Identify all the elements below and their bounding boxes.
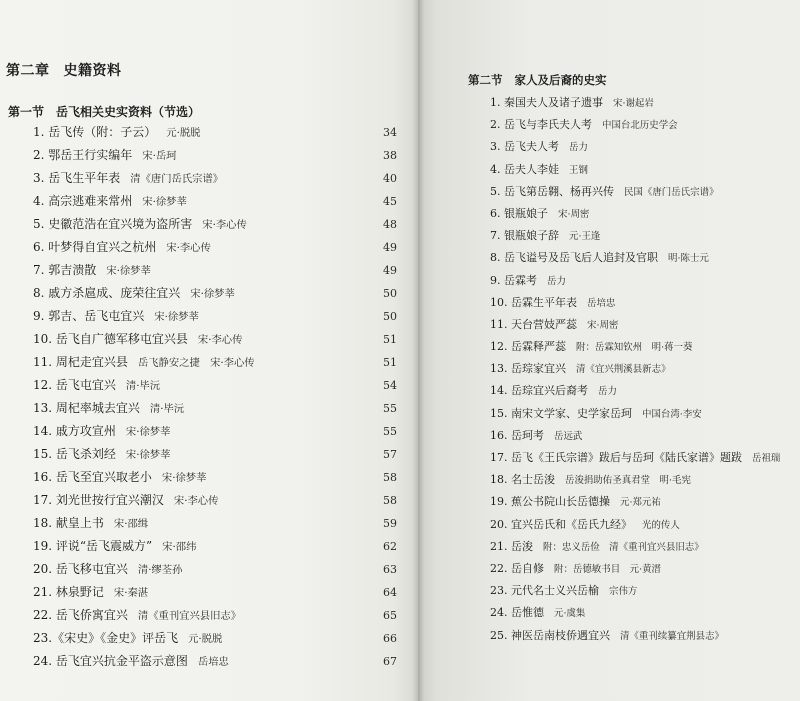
toc-entry [490, 159, 790, 181]
entry-author: 宋·李心传 [166, 242, 211, 254]
entry-page-number: 65 [383, 609, 397, 622]
toc-entry [33, 305, 403, 328]
toc-entry [490, 447, 790, 469]
entry-title: 20. 岳飞移屯宜兴 [33, 562, 128, 576]
entry-title: 12. 岳飞屯宜兴 [33, 378, 116, 392]
entry-author: 附：岳德敏书目 元·黄溍 [554, 563, 661, 575]
right-toc-list [490, 92, 790, 647]
entry-author: 宋·徐梦莘 [125, 426, 171, 438]
toc-entry [33, 397, 403, 420]
entry-title: 23.《宋史》《金史》评岳飞 [33, 631, 179, 645]
entry-title: 8. 岳飞谥号及岳飞后人追封及官职 [490, 251, 658, 265]
entry-title: 6. 银瓶娘子 [490, 206, 548, 220]
entry-author: 元·王逢 [569, 231, 601, 243]
entry-author: 岳培忠 [197, 656, 229, 668]
entry-author: 附：岳霖知钦州 明·蒋一葵 [576, 342, 693, 354]
entry-author: 清《宜兴荆溪县新志》 [576, 364, 671, 376]
entry-author: 宗伟方 [609, 586, 638, 598]
toc-entry [33, 489, 403, 512]
entry-author: 清·毕沅 [149, 403, 185, 415]
entry-title: 21. 岳浚 [490, 539, 533, 553]
entry-author: 清《重刊宜兴县旧志》 [137, 610, 242, 622]
entry-author: 明·陈士元 [668, 253, 709, 265]
entry-title: 7. 郭吉溃散 [33, 263, 97, 277]
entry-title: 21. 林泉野记 [33, 585, 104, 599]
entry-title: 12. 岳霖释严蕊 [490, 340, 566, 354]
entry-title: 10. 岳霖生平年表 [490, 295, 577, 309]
toc-entry [490, 536, 790, 558]
entry-title: 4. 岳夫人李娃 [490, 162, 559, 176]
entry-author: 附：忠义岳俭 清《重刊宜兴县旧志》 [543, 541, 704, 553]
entry-title: 19. 评说“岳飞震威方” [33, 539, 153, 553]
entry-author: 宋·谢起岩 [613, 98, 654, 109]
entry-title: 24. 岳惟德 [490, 606, 544, 620]
toc-entry [33, 535, 403, 558]
chapter-number: 第二章 [6, 63, 50, 79]
entry-page-number: 58 [383, 471, 397, 484]
entry-author: 宋·徐梦莘 [161, 472, 207, 484]
entry-author: 岳培忠 [587, 297, 616, 309]
entry-title: 8. 戚方杀扈成、庞荣往宜兴 [33, 286, 181, 300]
entry-title: 25. 神医岳南枝侨遇宜兴 [490, 628, 610, 642]
entry-author: 清《重刊续纂宜荆县志》 [620, 630, 724, 642]
entry-title: 23. 元代名士义兴岳榆 [490, 584, 599, 598]
toc-entry [33, 558, 403, 581]
toc-entry [490, 92, 790, 114]
toc-entry [33, 282, 403, 305]
entry-author: 宋·李心传 [202, 219, 247, 231]
entry-title: 6. 叶梦得自宜兴之杭州 [33, 240, 157, 254]
entry-author: 宋·邵缉 [113, 518, 149, 530]
right-section-name: 家人及后裔的史实 [514, 73, 607, 87]
entry-page-number: 54 [383, 379, 397, 392]
entry-title: 1. 岳飞传（附：子云） [33, 125, 157, 139]
toc-entry [490, 314, 790, 336]
entry-author: 清《唐门岳氏宗谱》 [130, 173, 224, 185]
toc-entry [490, 602, 790, 624]
entry-title: 19. 蕉公书院山长岳德操 [490, 495, 610, 509]
entry-author: 宋·徐梦莘 [190, 288, 235, 300]
toc-entry [490, 491, 790, 513]
left-section-title [8, 103, 200, 120]
entry-page-number: 48 [383, 218, 397, 231]
toc-entry [490, 469, 790, 491]
toc-entry [490, 247, 790, 269]
entry-author: 光的传人 [642, 519, 680, 531]
entry-page-number: 38 [383, 149, 397, 162]
entry-author: 宋·李心传 [197, 334, 243, 346]
toc-entry [33, 167, 403, 190]
toc-entry [33, 581, 403, 604]
toc-entry [33, 650, 403, 673]
toc-entry [33, 121, 403, 144]
entry-title: 18. 献皇上书 [33, 516, 104, 530]
entry-title: 16. 岳飞至宜兴取老小 [33, 470, 152, 484]
toc-entry [33, 259, 403, 282]
toc-entry [33, 190, 403, 213]
toc-entry [33, 144, 403, 167]
entry-page-number: 45 [383, 195, 397, 208]
toc-entry [33, 328, 403, 351]
right-section-number: 第二节 [468, 73, 503, 87]
entry-author: 岳祖瑞 [752, 453, 781, 464]
toc-entry [490, 292, 790, 314]
toc-entry [490, 181, 790, 203]
entry-author: 岳力 [569, 142, 588, 154]
toc-entry [490, 380, 790, 402]
entry-title: 9. 岳霖考 [490, 273, 537, 287]
entry-title: 22. 岳飞侨寓宜兴 [33, 608, 128, 622]
entry-title: 2. 鄂岳王行实编年 [33, 148, 133, 162]
entry-page-number: 59 [383, 517, 397, 530]
entry-author: 岳力 [598, 386, 617, 398]
entry-title: 15. 南宋文学家、史学家岳珂 [490, 406, 632, 420]
right-section-title [468, 72, 607, 88]
entry-author: 民国《唐门岳氏宗谱》 [624, 186, 719, 198]
toc-entry [33, 466, 403, 489]
entry-author: 王钢 [569, 164, 588, 176]
entry-title: 3. 岳飞夫人考 [490, 140, 559, 154]
entry-title: 5. 岳飞第岳翱、杨再兴传 [490, 184, 614, 198]
left-section-name: 岳飞相关史实资料（节选） [56, 105, 201, 119]
toc-entry [33, 512, 403, 535]
toc-entry [490, 358, 790, 380]
toc-entry [33, 374, 403, 397]
entry-page-number: 49 [383, 241, 397, 254]
left-toc-list [33, 121, 403, 673]
entry-page-number: 49 [383, 264, 397, 277]
toc-entry [33, 213, 403, 236]
entry-author: 元·脱脱 [188, 633, 223, 645]
toc-entry [33, 604, 403, 627]
entry-title: 5. 史徽范浩在宜兴境为盗所害 [33, 217, 193, 231]
toc-entry [490, 403, 790, 425]
toc-entry [490, 514, 790, 536]
entry-page-number: 50 [383, 310, 397, 323]
entry-title: 17. 岳飞《王氏宗谱》跋后与岳珂《陆氏家谱》题跋 [490, 451, 742, 464]
entry-author: 岳远武 [554, 430, 583, 442]
toc-entry [33, 351, 403, 374]
entry-page-number: 62 [383, 540, 397, 553]
entry-page-number: 67 [383, 655, 397, 668]
entry-author: 宋·徐梦莘 [106, 265, 151, 277]
entry-page-number: 55 [383, 425, 397, 438]
entry-author: 清·毕沅 [125, 380, 161, 392]
entry-author: 元·郑元祐 [620, 497, 661, 509]
toc-entry [33, 420, 403, 443]
toc-entry [490, 425, 790, 447]
entry-title: 16. 岳珂考 [490, 428, 544, 442]
entry-page-number: 51 [383, 333, 397, 346]
entry-page-number: 50 [383, 287, 397, 300]
toc-entry [490, 270, 790, 292]
entry-page-number: 58 [383, 494, 397, 507]
entry-title: 13. 周杞率城去宜兴 [33, 401, 140, 415]
toc-entry [490, 114, 790, 136]
chapter-name: 史籍资料 [63, 63, 122, 79]
toc-entry [490, 580, 790, 602]
entry-title: 13. 岳琮家宜兴 [490, 362, 566, 376]
entry-author: 宋·徐梦莘 [142, 196, 187, 208]
entry-author: 宋·岳珂 [142, 150, 177, 162]
book-gutter [412, 0, 424, 701]
toc-entry [33, 627, 403, 650]
toc-entry [490, 136, 790, 158]
entry-page-number: 57 [383, 448, 397, 461]
toc-entry [33, 443, 403, 466]
entry-title: 18. 名士岳浚 [490, 473, 555, 487]
entry-author: 岳浚捐助佑圣真君堂 明·毛宪 [565, 475, 691, 487]
entry-page-number: 66 [383, 632, 397, 645]
toc-entry [490, 558, 790, 580]
toc-entry [490, 225, 790, 247]
entry-page-number: 34 [383, 126, 397, 139]
entry-title: 4. 高宗逃难来常州 [33, 194, 133, 208]
chapter-title [6, 60, 122, 80]
entry-author: 中国台湾·李安 [642, 408, 702, 420]
entry-title: 1. 秦国夫人及诸子遗事 [490, 96, 603, 109]
entry-author: 宋·秦湛 [113, 587, 149, 599]
entry-author: 宋·徐梦莘 [125, 449, 171, 461]
entry-author: 宋·李心传 [173, 495, 219, 507]
entry-author: 中国台北历史学会 [602, 120, 678, 132]
entry-title: 2. 岳飞与李氏夫人考 [490, 118, 592, 132]
left-section-number: 第一节 [8, 105, 45, 119]
toc-entry [490, 336, 790, 358]
toc-entry [490, 625, 790, 647]
entry-author: 元·虞集 [554, 608, 586, 620]
entry-page-number: 55 [383, 402, 397, 415]
entry-title: 22. 岳自修 [490, 561, 544, 575]
entry-title: 3. 岳飞生平年表 [33, 171, 121, 185]
entry-title: 11. 周杞走宜兴县 [33, 355, 128, 369]
entry-author: 岳力 [547, 275, 566, 287]
entry-title: 14. 岳琮宜兴后裔考 [490, 384, 588, 398]
entry-page-number: 51 [383, 356, 397, 369]
entry-title: 10. 岳飞自广德军移屯宜兴县 [33, 332, 188, 346]
entry-title: 14. 戚方攻宣州 [33, 424, 116, 438]
entry-title: 11. 天台营妓严蕊 [490, 317, 577, 331]
entry-page-number: 40 [383, 172, 397, 185]
toc-entry [33, 236, 403, 259]
entry-author: 元·脱脱 [166, 127, 201, 139]
entry-title: 15. 岳飞杀刘经 [33, 447, 116, 461]
entry-title: 24. 岳飞宜兴抗金平盗示意图 [33, 654, 188, 668]
entry-author: 宋·徐梦莘 [154, 311, 199, 323]
entry-page-number: 63 [383, 563, 397, 576]
entry-author: 宋·周密 [558, 208, 590, 220]
entry-author: 宋·邵纬 [162, 541, 197, 553]
entry-title: 7. 银瓶娘子辞 [490, 229, 559, 243]
entry-author: 宋·周密 [587, 319, 619, 331]
entry-title: 20. 宜兴岳氏和《岳氏九经》 [490, 517, 632, 531]
entry-author: 岳飞静安之捷 宋·李心传 [137, 357, 255, 369]
entry-page-number: 64 [383, 586, 397, 599]
entry-author: 清·缪荃孙 [137, 564, 183, 576]
entry-title: 17. 刘光世按行宜兴潮汉 [33, 493, 164, 507]
toc-entry [490, 203, 790, 225]
entry-title: 9. 郭吉、岳飞屯宜兴 [33, 309, 145, 323]
